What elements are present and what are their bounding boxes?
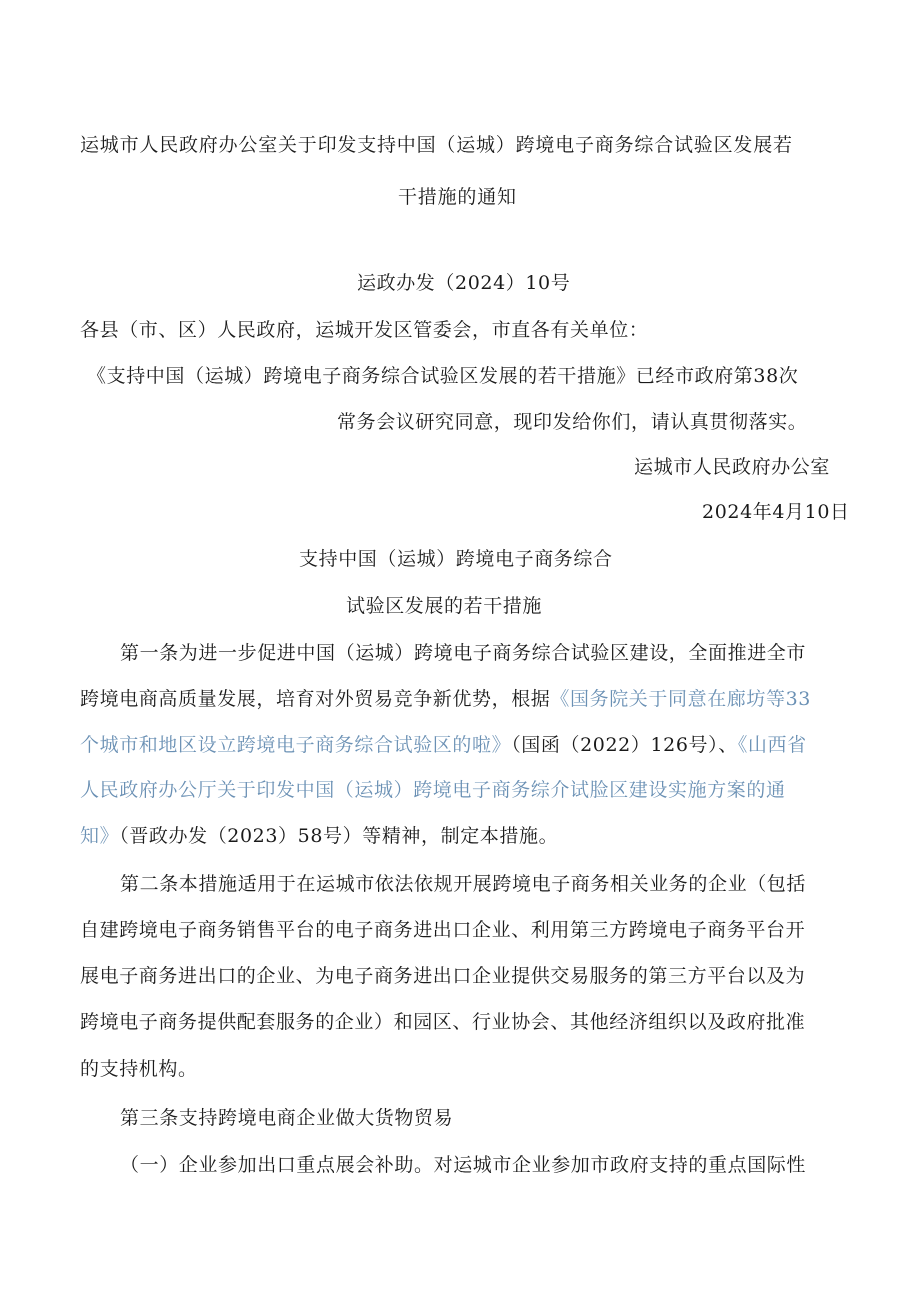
measures-title-line-2: 试验区发展的若干措施 xyxy=(346,595,543,617)
notice-line-1: 《支持中国（运城）跨境电子商务综合试验区发展的若干措施》已经市政府第38次 xyxy=(87,365,799,387)
reference-link-state-council-cont[interactable]: 个城市和地区设立跨境电子商务综合试验区的啦》 xyxy=(80,734,512,756)
measures-title-line-1: 支持中国（运城）跨境电子商务综合 xyxy=(299,548,613,570)
document-number: 运政办发（2024）10号 xyxy=(357,272,571,294)
article-2-line-2: 自建跨境电子商务销售平台的电子商务进出口企业、利用第三方跨境电子商务平台开 xyxy=(80,919,806,941)
reference-link-shanxi-cont[interactable]: 人民政府办公厅关于印发中国（运城）跨境电子商务综介试脸区建设实施方案的通 xyxy=(80,779,786,801)
issue-date: 2024年4月10日 xyxy=(702,501,850,523)
article-1-line-3 xyxy=(80,733,807,757)
reference-link-state-council[interactable]: 《国务院关于同意在廊坊等33 xyxy=(550,688,811,710)
recipients: 各县（市、区）人民政府，运城开发区管委会，市直各有关单位： xyxy=(80,319,649,341)
document-title-line-1: 运城市人民政府办公室关于印发支持中国（运城）跨境电子商务综合试验区发展若 xyxy=(80,134,793,156)
article-3-heading: 第三条支持跨境电商企业做大货物贸易 xyxy=(120,1107,454,1129)
article-1-text: 跨境电商高质量发展，培育对外贸易竞争新优势，根据 xyxy=(80,688,551,710)
article-3-item-1: （一）企业参加出口重点展会补助。对运城市企业参加市政府支持的重点国际性 xyxy=(120,1154,807,1176)
article-1-text: （国函（2022）126号）、 xyxy=(511,734,738,756)
article-1-line-4 xyxy=(80,778,786,802)
article-2-line-1: 第二条本措施适用于在运城市依法依规开展跨境电子商务相关业务的企业（包括 xyxy=(120,873,807,895)
article-1-line-2 xyxy=(80,687,811,711)
issuer-signature: 运城市人民政府办公室 xyxy=(634,456,831,478)
article-1-line-5 xyxy=(80,824,558,848)
document-title-line-2: 干措施的通知 xyxy=(398,186,517,208)
article-1-line-1: 第一条为进一步促进中国（运城）跨境电子商务综合试验区建设，全面推进全市 xyxy=(120,642,807,664)
article-2-line-3: 展电子商务进出口的企业、为电子商务进出口企业提供交易服务的第三方平台以及为 xyxy=(80,965,806,987)
article-1-text: （晋政办发（2023）58号）等精神，制定本措施。 xyxy=(119,825,559,847)
article-2-line-4: 跨境电子商务提供配套服务的企业）和园区、行业协会、其他经济组织以及政府批准 xyxy=(80,1011,806,1033)
reference-link-shanxi[interactable]: 《山西省 xyxy=(737,734,807,756)
reference-link-shanxi-end[interactable]: 知》 xyxy=(80,825,120,847)
notice-line-2: 常务会议研究同意，现印发给你们，请认真贯彻落实。 xyxy=(337,411,808,433)
article-2-line-5: 的支持机构。 xyxy=(80,1058,198,1080)
